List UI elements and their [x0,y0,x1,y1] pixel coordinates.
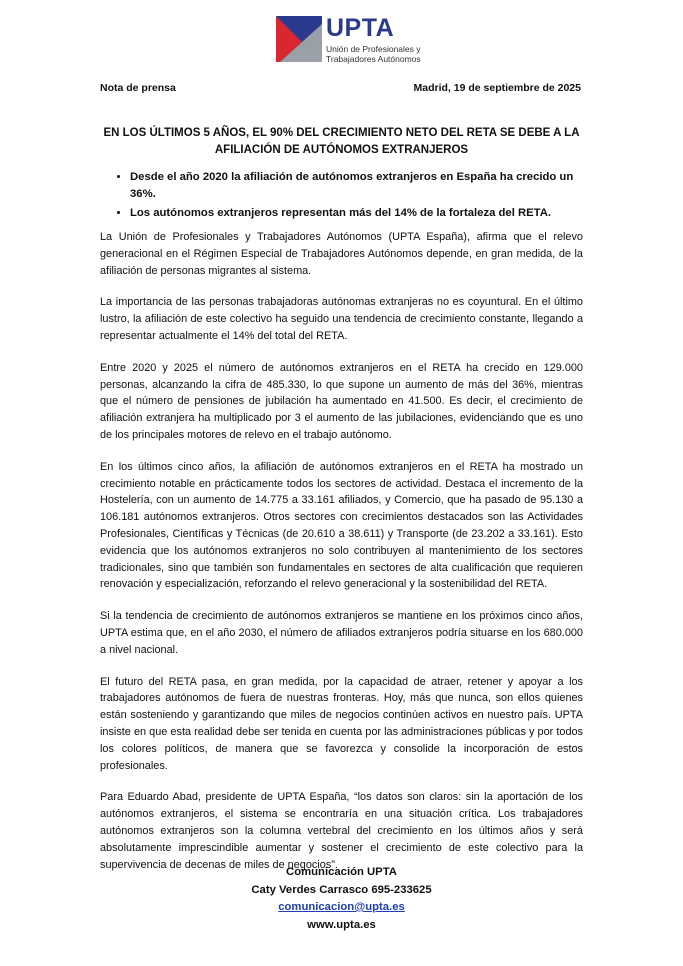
contact-person: Caty Verdes Carrasco 695-233625 [251,883,432,896]
logo-subtitle-line-1: Unión de Profesionales y [326,44,421,54]
upta-logo-mark-icon [276,16,322,62]
highlights-list [100,169,583,222]
headline-line-1: EN LOS ÚLTIMOS 5 AÑOS, EL 90% DEL CRECIMIENTO NETO DEL RETA SE DEBE A LA [103,127,580,139]
headline [100,125,583,159]
logo-title: UPTA [326,14,395,42]
paragraph: El futuro del RETA pasa, en gran medida, por la capacidad de atraer, retener y apoyar a los trabajadores autónomos de fuera de nuestras fronteras. Hoy, más que nunca, son ellos quienes están sosteniendo y garantizando que miles de negocios continúen activos en nuestro país. UPTA insiste en que esta realidad debe ser tenida en cuenta por las administraciones públicas y por todos los colores políticos, de manera que se favorezca y consolide la incorporación de estos profesionales. [100,675,583,772]
highlight-item: • Desde el año 2020 la afiliación de autónomos extranjeros en España ha crecido un 36%. [130,169,583,203]
upta-logo [276,14,421,68]
paragraph: En los últimos cinco años, la afiliación de autónomos extranjeros en el RETA ha mostrado un crecimiento notable en prácticamente todos los sectores de actividad. Destaca el incremento de la Hostelería, con un aumento de 14.775 a 33.161 afiliados, y Comercio, que ha pasado de 95.130 a 106.181 autónomos extranjeros. Otros sectores con crecimientos destacados son las Actividades Profesionales, Científicas y Técnicas (de 20.610 a 38.611) y Transporte (de 23.202 a 33.161). Esto evidencia que los autónomos extranjeros no solo contribuyen al mantenimiento de los sectores tradicionales, sino que también son fundamentales en sectores de alta cualificación que requieren renovación y especialización, reforzando el relevo generacional y la sostenibilidad del RETA. [100,460,583,591]
paragraph: Si la tendencia de crecimiento de autónomos extranjeros se mantiene en los próximos cinco años, UPTA estima que, en el año 2030, el número de afiliados extranjeros podría situarse en los 680.000 a nivel nacional. [100,610,583,656]
doc-type: Nota de prensa [100,82,176,94]
contact-email-link[interactable]: comunicacion@upta.es [278,901,405,913]
contact-department: Comunicación UPTA [286,866,397,878]
highlight-item: • Los autónomos extranjeros representan más del 14% de la fortaleza del RETA. [130,205,583,222]
headline-line-2: AFILIACIÓN DE AUTÓNOMOS EXTRANJEROS [214,144,469,156]
date-line: Madrid, 19 de septiembre de 2025 [413,82,581,94]
contact-website[interactable]: www.upta.es [307,918,376,931]
paragraph: Entre 2020 y 2025 el número de autónomos extranjeros en el RETA ha crecido en 129.000 personas, alcanzando la cifra de 485.330, lo que supone un aumento de más del 36%, mientras que el número de pensiones de jubilación ha aumentado en 41.500. Es decir, el crecimiento de afiliación extranjera ha multiplicado por 3 el aumento de las jubilaciones, evidenciando que es uno de los principales motores de relevo en el trabajo autónomo. [100,361,583,441]
paragraph: La importancia de las personas trabajadoras autónomas extranjeras no es coyuntural. En el último lustro, la afiliación de este colectivo ha seguido una tendencia de crecimiento constante, llegando a representar actualmente el 14% del total del RETA. [100,296,583,342]
contact-block [100,864,583,934]
paragraph: Para Eduardo Abad, presidente de UPTA España, “los datos son claros: sin la aportación de los autónomos extranjeros, el sistema se encontraría en una situación crítica. Los trabajadores autónomos extranjeros son la columna vertebral del crecimiento en los últimos años y será absolutamente imprescindible aumentar y sostener el crecimiento de este colectivo para la supervivencia de decenas de miles de negocios”. [100,791,583,871]
paragraph: La Unión de Profesionales y Trabajadores Autónomos (UPTA España), afirma que el relevo generacional en el Régimen Especial de Trabajadores Autónomos depende, en gran medida, de la afiliación de personas migrantes al sistema. [100,231,583,277]
body-text [100,229,583,888]
logo-subtitle [326,44,421,64]
logo-subtitle-line-2: Trabajadores Autónomos [326,54,421,64]
